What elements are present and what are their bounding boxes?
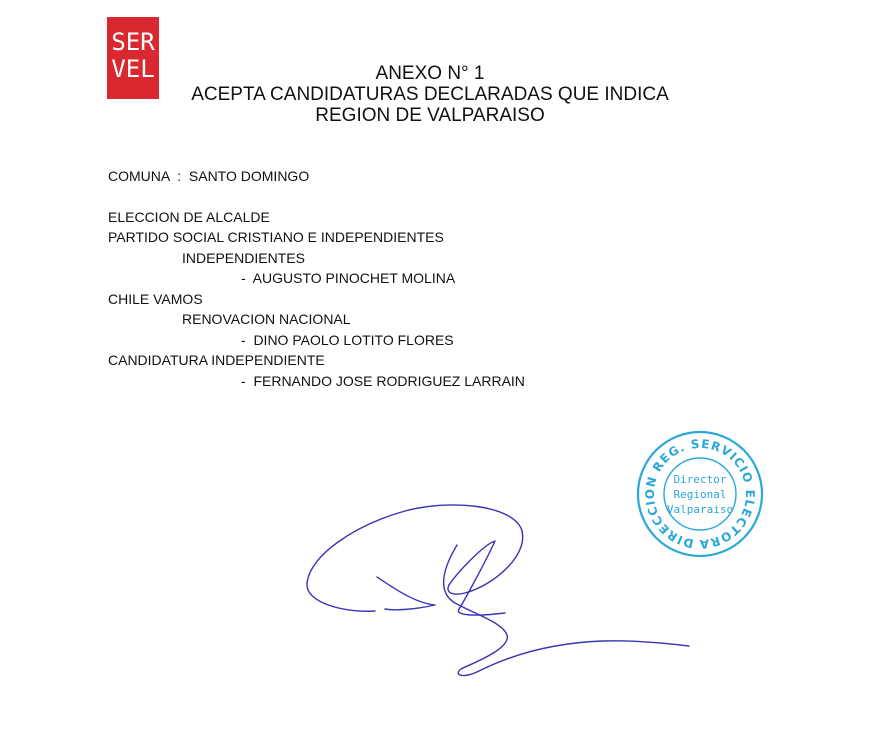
party-name: RENOVACION NACIONAL [182,311,351,327]
logo-text-line-1: SER [111,28,155,56]
stamp-line-2: Regional [673,488,727,501]
title-description: ACEPTA CANDIDATURAS DECLARADAS QUE INDICA [191,84,669,105]
pact-name: PARTIDO SOCIAL CRISTIANO E INDEPENDIENTES [108,229,444,245]
election-type: ELECCION DE ALCALDE [108,208,270,225]
candidate-name: - FERNANDO JOSE RODRIGUEZ LARRAIN [241,372,525,389]
stamp-ring-text: DIRECCION REG. SERVICIO ELECTORAL [625,419,758,552]
stamp-line-1: Director [673,473,727,486]
pact-name: CANDIDATURA INDEPENDIENTE [108,352,325,368]
party-name: INDEPENDIENTES [182,249,305,266]
title-region: REGION DE VALPARAISO [315,105,545,126]
pact-name: CHILE VAMOS [108,290,203,307]
comuna-line: COMUNA : SANTO DOMINGO [108,168,310,184]
spacer [108,187,525,207]
official-stamp [625,419,770,565]
document-body [108,166,525,391]
candidate-name: - DINO PAOLO LOTITO FLORES [241,331,454,348]
document-title [110,63,750,126]
logo-text-line-2: VEL [111,55,155,83]
stamp-line-3: Valparaiso [666,503,734,516]
title-annex-number: ANEXO N° 1 [375,63,485,84]
candidate-name: - AUGUSTO PINOCHET MOLINA [241,270,456,286]
